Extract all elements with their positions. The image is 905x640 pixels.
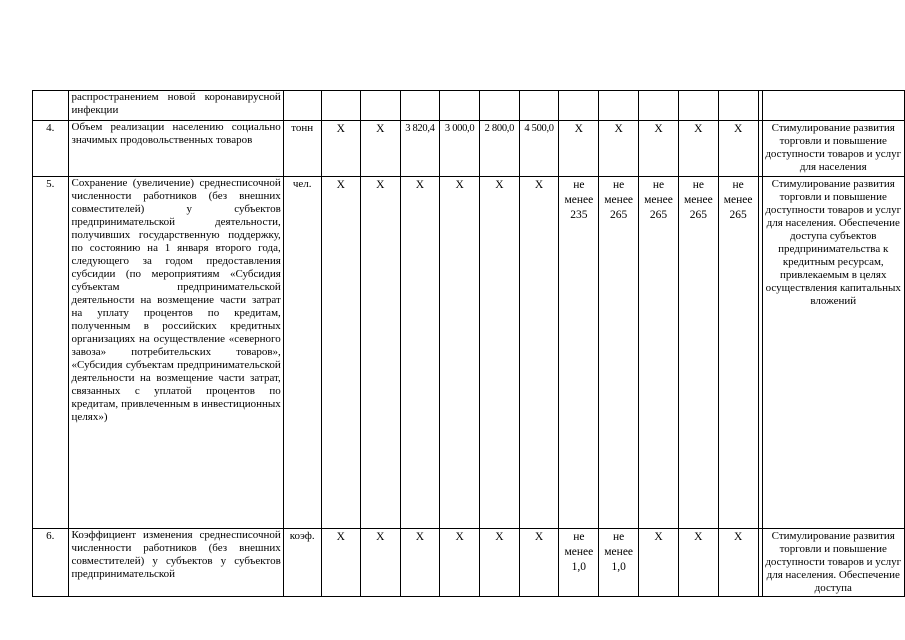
value-cell: Х: [440, 529, 480, 597]
value-cell: Х: [718, 529, 758, 597]
value-cell: [479, 91, 519, 121]
value-line: 265: [689, 209, 707, 221]
value-cell: Х: [718, 121, 758, 177]
indicator-name: Объем реализации населению социально значимых продовольственных товаров: [68, 121, 283, 177]
indicator-name: Сохранение (увеличение) среднесписочной численности работников (без внешних совместителей) у субъектов предпринимательской деятельности, получивших государственную поддержку, по состоянию на 1 января второго года, следующего за годом предоставления субсидии (по мероприятиям «Субсидия субъектам предпринимательской деятельности на возмещение части затрат на уплату процентов по кредитам, полученным в российских кредитных организациях на осуществление «северного завоза» потребительских товаров», «Субсидия субъектам предпринимательской деятельности на возмещение части затрат, связанных с уплатой процентов по кредитам, привлеченным в инвестиционных целях»): [68, 177, 283, 529]
unit: коэф.: [283, 529, 321, 597]
value-cell: Х: [361, 177, 400, 529]
table-row: [33, 121, 905, 177]
value-line: менее: [564, 194, 594, 206]
table-row: [33, 91, 905, 121]
value-cell: Х: [678, 121, 718, 177]
value-cell: [678, 91, 718, 121]
value-line: не: [613, 531, 625, 543]
value-cell: [599, 177, 639, 529]
value-cell: [559, 177, 599, 529]
goal-text: Стимулирование развития торговли и повышение доступности товаров и услуг для населения: [762, 121, 905, 177]
value-line: 1,0: [611, 561, 626, 573]
value-cell: [321, 91, 360, 121]
value-line: не: [573, 531, 585, 543]
indicator-name: Коэффициент изменения среднесписочной численности работников (без внешних совместителей) у субъектов у субъектов предпринимательской: [68, 529, 283, 597]
value-cell: [440, 91, 480, 121]
indicator-name: распространением новой коронавирусной инфекции: [68, 91, 283, 121]
value-cell: Х: [440, 177, 480, 529]
unit: чел.: [283, 177, 321, 529]
value-cell: [559, 529, 599, 597]
value-cell: 4 500,0: [519, 121, 559, 177]
value-cell: Х: [639, 121, 679, 177]
value-cell: [361, 91, 400, 121]
value-cell: Х: [321, 529, 360, 597]
value-cell: Х: [479, 177, 519, 529]
value-cell: Х: [361, 529, 400, 597]
value-cell: 2 800,0: [479, 121, 519, 177]
value-cell: Х: [479, 529, 519, 597]
value-line: менее: [644, 194, 673, 206]
value-line: 1,0: [571, 561, 587, 573]
unit: [283, 91, 321, 121]
value-line: 265: [729, 209, 747, 221]
row-number: 5.: [33, 177, 69, 529]
value-cell: Х: [321, 177, 360, 529]
value-cell: [639, 91, 679, 121]
row-number: 4.: [33, 121, 69, 177]
value-cell: Х: [321, 121, 360, 177]
value-cell: Х: [400, 177, 440, 529]
value-cell: [519, 91, 559, 121]
value-line: менее: [683, 194, 713, 206]
table-row: [33, 529, 905, 597]
value-line: не: [613, 179, 625, 191]
value-line: не: [692, 179, 704, 191]
value-line: 265: [649, 209, 668, 221]
value-cell: [639, 177, 679, 529]
value-line: не: [732, 179, 744, 191]
value-line: не: [573, 179, 585, 191]
value-cell: 3 820,4: [400, 121, 440, 177]
row-number: [33, 91, 69, 121]
unit: тонн: [283, 121, 321, 177]
value-cell: Х: [361, 121, 400, 177]
value-line: менее: [564, 546, 594, 558]
row-number: 6.: [33, 529, 69, 597]
value-line: 265: [610, 209, 628, 221]
value-cell: Х: [400, 529, 440, 597]
indicators-table: [32, 90, 905, 597]
value-line: 235: [570, 209, 588, 221]
value-line: менее: [723, 194, 753, 206]
value-cell: Х: [599, 121, 639, 177]
value-cell: [678, 177, 718, 529]
value-line: менее: [604, 546, 634, 558]
value-cell: [718, 177, 758, 529]
goal-text: [762, 91, 905, 121]
value-cell: 3 000,0: [440, 121, 480, 177]
value-cell: [599, 91, 639, 121]
value-cell: Х: [678, 529, 718, 597]
value-cell: Х: [639, 529, 679, 597]
value-cell: Х: [519, 529, 559, 597]
goal-text: Стимулирование развития торговли и повышение доступности товаров и услуг для населения. Обеспечение доступа субъектов предпринимательства к кредитным ресурсам, привлекаемым в целях осуществления капитальных вложений: [762, 177, 905, 529]
table-row: [33, 177, 905, 529]
value-line: не: [652, 179, 665, 191]
value-cell: [718, 91, 758, 121]
goal-text: Стимулирование развития торговли и повышение доступности товаров и услуг для населения. Обеспечение доступа: [762, 529, 905, 597]
value-cell: [599, 529, 639, 597]
value-cell: [559, 91, 599, 121]
value-line: менее: [604, 194, 634, 206]
value-cell: Х: [559, 121, 599, 177]
value-cell: Х: [519, 177, 559, 529]
value-cell: [400, 91, 440, 121]
